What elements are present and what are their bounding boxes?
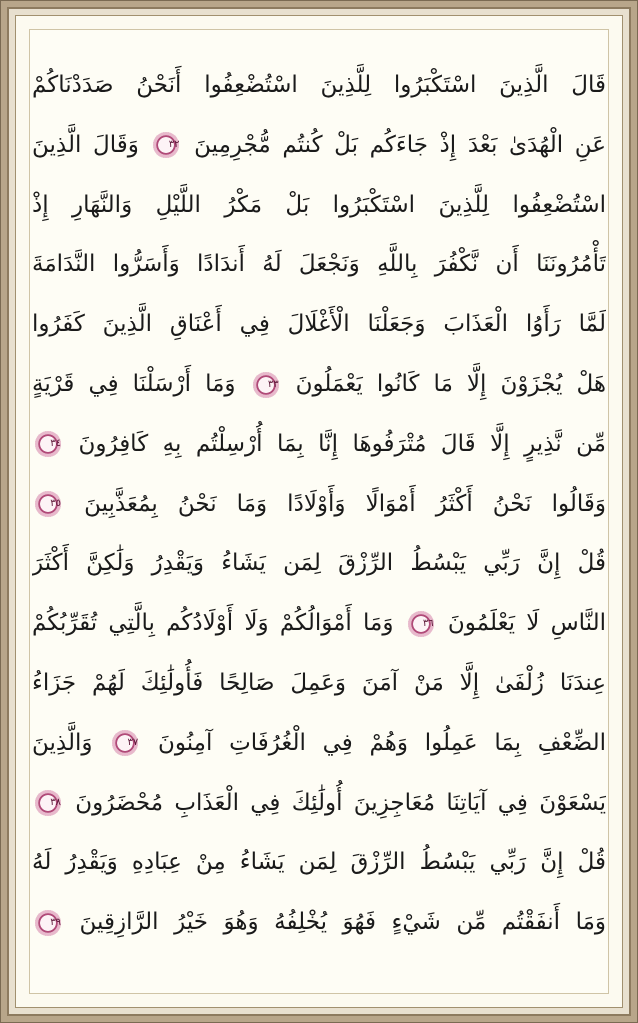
verse-line [32, 538, 606, 588]
verse-line [32, 239, 606, 289]
verse-text: الضِّعْفِ بِمَا عَمِلُوا وَهُمْ فِي الْغُرُفَاتِ آمِنُونَ [157, 729, 606, 756]
verse-line [32, 60, 606, 110]
ayah-number-marker: ٣٢ [153, 132, 179, 158]
ayah-number-marker: ٣٧ [112, 730, 138, 756]
verse-text: تَأْمُرُونَنَا أَن نَّكْفُرَ بِاللَّهِ وَنَجْعَلَ لَهُ أَندَادًا وَأَسَرُّوا النَّدَامَةَ [32, 251, 606, 278]
verse-text: هَلْ يُجْزَوْنَ إِلَّا مَا كَانُوا يَعْمَلُونَ [295, 371, 606, 397]
verse-text: قُلْ إِنَّ رَبِّي يَبْسُطُ الرِّزْقَ لِمَن يَشَاءُ وَيَقْدِرُ وَلَٰكِنَّ أَكْثَرَ [32, 550, 606, 577]
verse-text: قَالَ الَّذِينَ اسْتَكْبَرُوا لِلَّذِينَ اسْتُضْعِفُوا أَنَحْنُ صَدَدْنَاكُمْ [32, 72, 606, 98]
ayah-number-marker: ٣٥ [35, 491, 61, 517]
verse-line [32, 658, 606, 708]
verse-line [32, 837, 606, 887]
ayah-number-marker: ٣٦ [408, 611, 434, 637]
verse-line [32, 897, 606, 947]
verse-text: عِندَنَا زُلْفَىٰ إِلَّا مَنْ آمَنَ وَعَمِلَ صَالِحًا فَأُولَٰئِكَ لَهُمْ جَزَاءُ [32, 670, 606, 696]
verse-text-continued: وَمَا أَرْسَلْنَا فِي قَرْيَةٍ [32, 371, 236, 397]
verse-text: النَّاسِ لَا يَعْلَمُونَ [447, 610, 606, 637]
verse-line [32, 598, 606, 648]
verse-line [32, 180, 606, 230]
verse-line [32, 778, 606, 828]
verse-text: عَنِ الْهُدَىٰ بَعْدَ إِذْ جَاءَكُم بَلْ كُنتُم مُّجْرِمِينَ [194, 131, 606, 158]
verse-text-continued: وَقَالَ الَّذِينَ [32, 131, 139, 158]
ayah-number-marker: ٣٩ [35, 910, 61, 936]
verse-line [32, 718, 606, 768]
ayah-number-marker: ٣٣ [253, 372, 279, 398]
verse-text: لَمَّا رَأَوُا الْعَذَابَ وَجَعَلْنَا الْأَغْلَالَ فِي أَعْنَاقِ الَّذِينَ كَفَرُوا [32, 311, 606, 338]
verse-text: اسْتُضْعِفُوا لِلَّذِينَ اسْتَكْبَرُوا بَلْ مَكْرُ اللَّيْلِ وَالنَّهَارِ إِذْ [32, 191, 606, 218]
verse-line [32, 479, 606, 529]
verse-text: قُلْ إِنَّ رَبِّي يَبْسُطُ الرِّزْقَ لِمَن يَشَاءُ مِنْ عِبَادِهِ وَيَقْدِرُ لَهُ [32, 849, 606, 876]
verse-line [32, 299, 606, 349]
verse-line [32, 419, 606, 469]
ayah-number-marker: ٣٤ [35, 431, 61, 457]
verse-text-continued: وَمَا أَمْوَالُكُمْ وَلَا أَوْلَادُكُم بِالَّتِي تُقَرِّبُكُمْ [32, 610, 394, 637]
quran-page-text [32, 60, 606, 960]
verse-line [32, 359, 606, 409]
verse-text: وَمَا أَنفَقْتُم مِّن شَيْءٍ فَهُوَ يُخْلِفُهُ وَهُوَ خَيْرُ الرَّازِقِينَ [79, 909, 606, 936]
verse-text: مِّن نَّذِيرٍ إِلَّا قَالَ مُتْرَفُوهَا إِنَّا بِمَا أُرْسِلْتُم بِهِ كَافِرُونَ [78, 430, 606, 457]
verse-text: يَسْعَوْنَ فِي آيَاتِنَا مُعَاجِزِينَ أُولَٰئِكَ فِي الْعَذَابِ مُحْضَرُونَ [75, 789, 606, 816]
ayah-number-marker: ٣٨ [35, 790, 61, 816]
verse-line [32, 120, 606, 170]
verse-text-continued: وَالَّذِينَ [32, 729, 93, 756]
verse-text: وَقَالُوا نَحْنُ أَكْثَرُ أَمْوَالًا وَأَوْلَادًا وَمَا نَحْنُ بِمُعَذَّبِينَ [84, 490, 606, 517]
